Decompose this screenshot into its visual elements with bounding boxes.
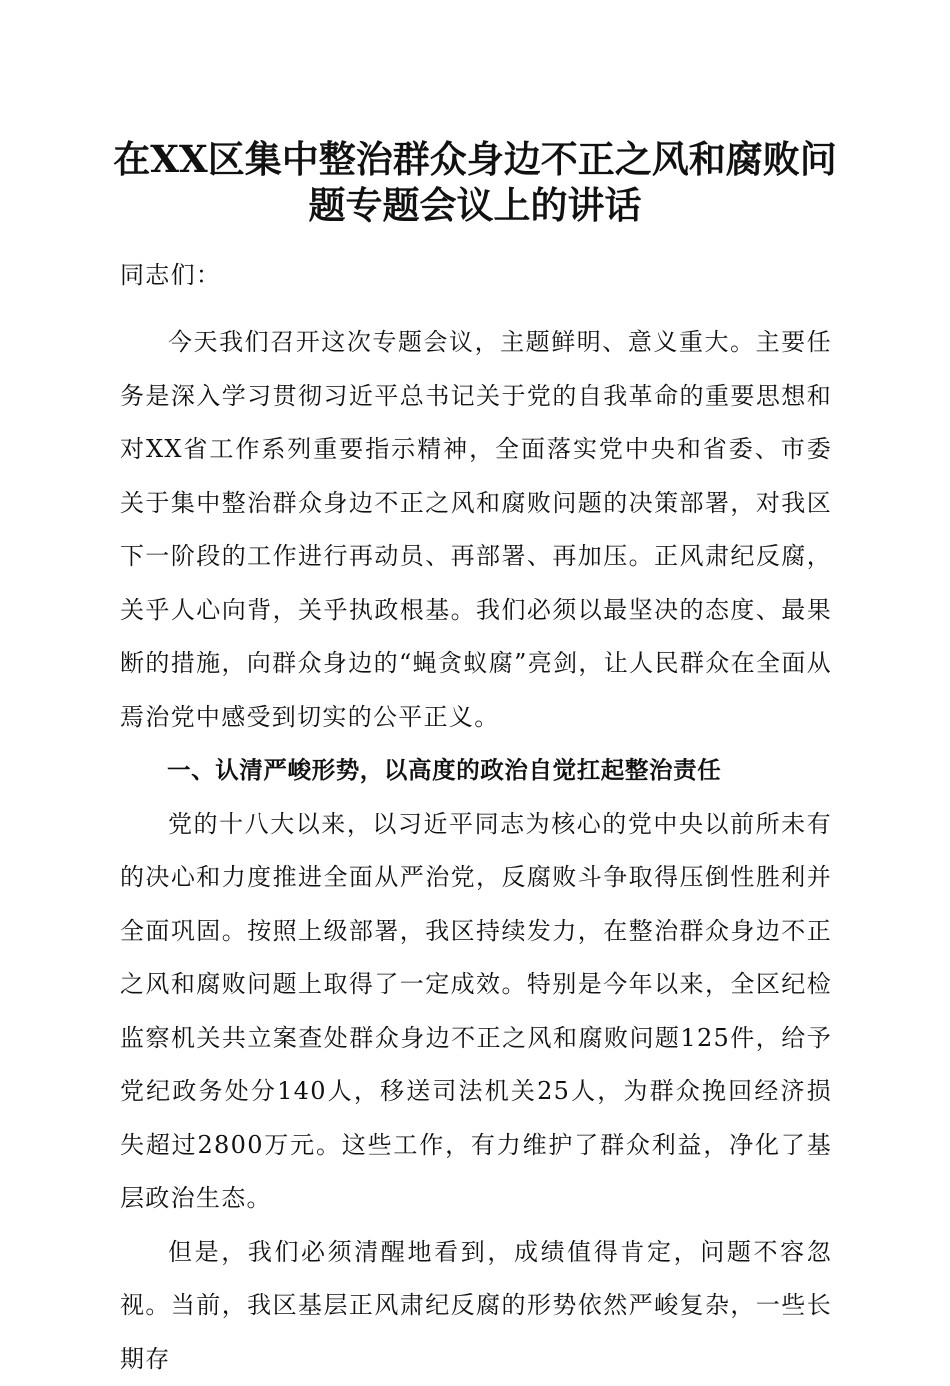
section1-paragraph-2: 但是，我们必须清醒地看到，成绩值得肯定，问题不容忽视。当前，我区基层正风肃纪反腐的形势依然严峻复杂，一些长期存 (120, 1226, 832, 1386)
section-heading-1: 一、认清严峻形势，以高度的政治自觉扛起整治责任 (120, 744, 832, 798)
document-title-line-2: 题专题会议上的讲话 (100, 180, 850, 230)
section1-paragraph-1: 党的十八大以来，以习近平同志为核心的党中央以前所未有的决心和力度推进全面从严治党，反腐败斗争取得压倒性胜利并全面巩固。按照上级部署，我区持续发力，在整治群众身边不正之风和腐败问题上取得了一定成效。特别是今年以来，全区纪检监察机关共立案查处群众身边不正之风和腐败问题125件，给予党纪政务处分140人，移送司法机关25人，为群众挽回经济损失超过2800万元。这些工作，有力维护了群众利益，净化了基层政治生态。 (120, 798, 832, 1226)
intro-paragraph: 今天我们召开这次专题会议，主题鲜明、意义重大。主要任务是深入学习贯彻习近平总书记关于党的自我革命的重要思想和对XX省工作系列重要指示精神，全面落实党中央和省委、市委关于集中整治群众身边不正之风和腐败问题的决策部署，对我区下一阶段的工作进行再动员、再部署、再加压。正风肃纪反腐，关乎人心向背，关乎执政根基。我们必须以最坚决的态度、最果断的措施，向群众身边的“蝇贪蚁腐”亮剑，让人民群众在全面从焉治党中感受到切实的公平正义。 (120, 316, 832, 744)
salutation: 同志们： (120, 249, 221, 303)
document-title-line-1: 在XX区集中整治群众身边不正之风和腐败问 (100, 134, 850, 184)
document-body (120, 316, 832, 1386)
